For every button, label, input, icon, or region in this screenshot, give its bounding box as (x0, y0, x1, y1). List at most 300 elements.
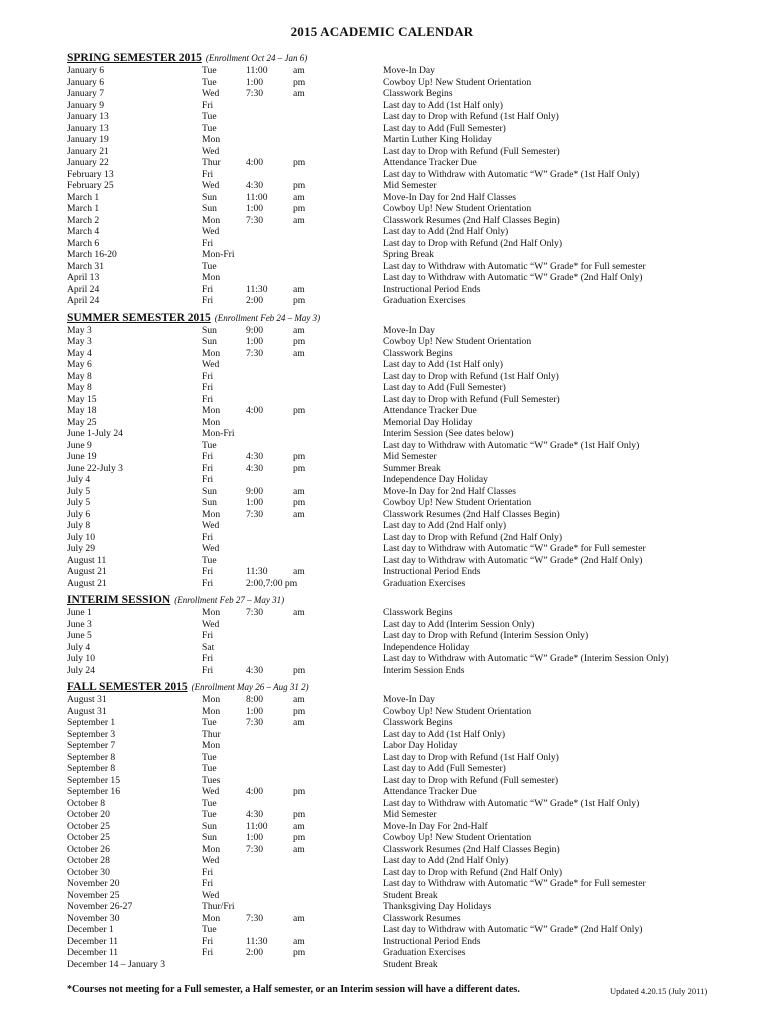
row-day: Mon (202, 347, 221, 359)
row-time: 7:30 (246, 717, 264, 728)
row-event: Last day to Add (1st Half only) (383, 99, 503, 111)
row-event: Mid Semester (383, 809, 437, 820)
row-ampm: pm (293, 336, 306, 347)
row-day: Fri (202, 531, 214, 543)
row-day: Wed (202, 359, 220, 370)
row-date: July 6 (67, 508, 91, 520)
row-day: Sun (202, 191, 217, 203)
row-event: Classwork Begins (383, 717, 453, 728)
row-date: June 1 (67, 607, 92, 618)
calendar-row (67, 924, 737, 936)
calendar-row (67, 463, 737, 475)
section-title: SUMMER SEMESTER 2015 (67, 311, 211, 324)
calendar-row (67, 192, 737, 204)
row-time: 7:30 (246, 508, 264, 520)
row-date: July 10 (67, 653, 95, 664)
calendar-row (67, 134, 737, 146)
row-event: Interim Session Ends (383, 664, 465, 676)
row-time: 4:00 (246, 786, 264, 797)
row-day: Tue (202, 439, 217, 451)
row-day: Tues (202, 774, 221, 786)
row-time: 4:30 (246, 451, 264, 462)
row-event: Cowboy Up! New Student Orientation (383, 203, 532, 214)
row-time: 4:30 (246, 462, 264, 474)
row-event: Last day to Drop with Refund (1st Half Only) (383, 370, 559, 382)
row-date: August 31 (67, 705, 107, 717)
row-event: Student Break (383, 889, 438, 901)
row-date: September 16 (67, 786, 121, 797)
row-event: Mid Semester (383, 180, 437, 191)
row-event: Last day to Add (Full Semester) (383, 382, 506, 393)
calendar-row (67, 284, 737, 296)
calendar-row (67, 878, 737, 890)
row-date: August 21 (67, 566, 107, 577)
calendar-row (67, 169, 737, 181)
row-ampm: am (293, 912, 305, 924)
row-day: Fri (202, 947, 214, 958)
calendar-section (67, 680, 737, 970)
row-event: Move-In Day for 2nd Half Classes (383, 485, 516, 497)
row-date: June 19 (67, 451, 97, 462)
calendar-row (67, 405, 737, 417)
row-date: September 1 (67, 717, 116, 728)
row-event: Last day to Drop with Refund (1st Half Only) (383, 751, 559, 763)
calendar-row (67, 532, 737, 544)
row-event: Martin Luther King Holiday (383, 134, 492, 145)
calendar-row (67, 348, 737, 360)
calendar-row (67, 555, 737, 567)
row-date: September 8 (67, 751, 116, 763)
row-date: July 10 (67, 531, 95, 543)
row-ampm: am (293, 820, 305, 832)
row-time: 1:00 (246, 705, 264, 717)
row-day: Sun (202, 832, 217, 843)
row-date: May 4 (67, 347, 92, 359)
calendar-section (67, 593, 737, 676)
section-enrollment: (Enrollment May 26 – Aug 31 2) (191, 682, 309, 692)
row-event: Last day to Add (Full Semester) (383, 763, 506, 774)
row-event: Thanksgiving Day Holidays (383, 901, 492, 912)
row-date: May 8 (67, 370, 92, 382)
calendar-row (67, 261, 737, 273)
section-header (67, 593, 737, 607)
row-date: September 3 (67, 728, 116, 740)
row-ampm: am (293, 508, 305, 520)
row-day: Mon (202, 740, 221, 751)
row-date: June 22-July 3 (67, 462, 123, 474)
row-date: June 3 (67, 618, 92, 630)
calendar-row (67, 936, 737, 948)
row-time: 7:30 (246, 607, 264, 618)
row-day: Fri (202, 878, 214, 889)
calendar-row (67, 157, 737, 169)
row-event: Cowboy Up! New Student Orientation (383, 497, 532, 508)
row-day: Mon (202, 912, 221, 924)
row-time: 11:00 (246, 820, 268, 832)
calendar-row (67, 959, 737, 971)
row-event: Move-In Day for 2nd Half Classes (383, 191, 516, 203)
row-day: Fri (202, 462, 214, 474)
row-event: Mid Semester (383, 451, 437, 462)
row-event: Last day to Drop with Refund (Full semester) (383, 774, 559, 786)
row-ampm: am (293, 347, 305, 359)
row-event: Last day to Add (Full Semester) (383, 122, 506, 134)
row-time: 11:00 (246, 65, 268, 76)
calendar-row (67, 566, 737, 578)
row-day: Mon (202, 405, 221, 416)
row-time: 4:00 (246, 405, 264, 416)
calendar-row (67, 203, 737, 215)
calendar-row (67, 111, 737, 123)
row-day: Mon (202, 508, 221, 520)
row-day: Fri (202, 474, 214, 485)
row-time: 1:00 (246, 76, 264, 88)
row-time: 1:00 (246, 832, 264, 843)
row-event: Cowboy Up! New Student Orientation (383, 705, 532, 717)
calendar-document (67, 24, 737, 974)
calendar-row (67, 359, 737, 371)
row-time: 7:30 (246, 214, 264, 226)
row-day: Fri (202, 99, 214, 111)
row-event: Cowboy Up! New Student Orientation (383, 336, 532, 347)
row-date: November 26-27 (67, 901, 133, 912)
row-ampm: pm (293, 832, 306, 843)
row-day: Sun (202, 497, 217, 508)
section-header (67, 51, 737, 65)
row-day: Tue (202, 76, 217, 88)
calendar-row (67, 146, 737, 158)
calendar-row (67, 821, 737, 833)
row-day: Fri (202, 577, 214, 589)
row-ampm: pm (293, 497, 306, 508)
calendar-row (67, 740, 737, 752)
row-event: Classwork Resumes (383, 912, 461, 924)
row-time: 1:00 (246, 203, 264, 214)
row-date: March 4 (67, 226, 100, 237)
row-ampm: am (293, 485, 305, 497)
row-day: Fri (202, 393, 214, 405)
row-date: May 8 (67, 382, 92, 393)
row-ampm: pm (293, 405, 306, 416)
row-date: May 3 (67, 324, 92, 336)
row-event: Last day to Withdraw with Automatic “W” Grade* for Full semester (383, 878, 646, 889)
row-day: Tue (202, 924, 217, 935)
row-day: Fri (202, 295, 214, 306)
row-time: 9:00 (246, 324, 264, 336)
calendar-sections (67, 51, 737, 970)
row-day: Wed (202, 543, 220, 554)
row-day: Wed (202, 180, 220, 191)
row-event: Last day to Add (2nd Half Only) (383, 855, 509, 866)
row-date: May 3 (67, 336, 92, 347)
row-time: 9:00 (246, 485, 264, 497)
row-ampm: am (293, 935, 305, 947)
row-event: Last day to Add (2nd Half Only) (383, 226, 509, 237)
row-event: Move-In Day For 2nd-Half (383, 820, 488, 832)
row-event: Cowboy Up! New Student Orientation (383, 76, 532, 88)
calendar-row (67, 855, 737, 867)
row-time: 2:00,7:00 pm (246, 577, 298, 589)
calendar-section (67, 51, 737, 307)
row-ampm: pm (293, 664, 306, 676)
row-event: Last day to Withdraw with Automatic “W” Grade* (2nd Half Only) (383, 554, 643, 566)
row-ampm: pm (293, 786, 306, 797)
row-date: October 20 (67, 809, 110, 820)
row-day: Tue (202, 111, 217, 122)
row-date: January 13 (67, 111, 109, 122)
row-date: January 13 (67, 122, 109, 134)
row-time: 8:00 (246, 694, 264, 705)
row-event: Last day to Add (Interim Session Only) (383, 618, 535, 630)
row-day: Wed (202, 88, 220, 99)
calendar-row (67, 428, 737, 440)
row-event: Classwork Begins (383, 347, 453, 359)
calendar-row (67, 913, 737, 925)
row-event: Last day to Drop with Refund (2nd Half Only) (383, 531, 563, 543)
row-ampm: pm (293, 203, 306, 214)
calendar-row (67, 619, 737, 631)
row-date: December 14 – January 3 (67, 958, 166, 970)
row-event: Last day to Drop with Refund (2nd Half Only) (383, 237, 563, 249)
row-date: January 22 (67, 157, 109, 168)
row-ampm: am (293, 694, 305, 705)
row-time: 1:00 (246, 497, 264, 508)
row-date: July 4 (67, 641, 91, 653)
row-event: Last day to Withdraw with Automatic “W” Grade* (Interim Session Only) (383, 653, 669, 664)
row-event: Summer Break (383, 462, 441, 474)
row-time: 7:30 (246, 347, 264, 359)
calendar-row (67, 474, 737, 486)
row-event: Instructional Period Ends (383, 935, 481, 947)
calendar-row (67, 665, 737, 677)
row-time: 11:30 (246, 283, 268, 295)
row-date: August 11 (67, 554, 107, 566)
row-event: Interim Session (See dates below) (383, 428, 514, 439)
calendar-row (67, 382, 737, 394)
row-date: January 19 (67, 134, 109, 145)
row-day: Fri (202, 370, 214, 382)
calendar-row (67, 215, 737, 227)
row-event: Last day to Drop with Refund (2nd Half Only) (383, 866, 563, 878)
row-event: Move-In Day (383, 65, 435, 76)
row-day: Wed (202, 618, 220, 630)
row-date: April 13 (67, 272, 100, 283)
row-date: October 30 (67, 866, 110, 878)
row-time: 4:30 (246, 180, 264, 191)
row-ampm: am (293, 88, 305, 99)
page-title: 2015 ACADEMIC CALENDAR (290, 24, 474, 39)
row-event: Move-In Day (383, 694, 435, 705)
row-ampm: pm (293, 180, 306, 191)
footnote: *Courses not meeting for a Full semester, a Half semester, or an Interim session will have a different dates. (67, 984, 520, 995)
row-day: Mon (202, 134, 221, 145)
row-ampm: pm (293, 462, 306, 474)
row-event: Attendance Tracker Due (383, 157, 477, 168)
calendar-row (67, 371, 737, 383)
page-footer (67, 984, 737, 998)
row-date: May 15 (67, 393, 97, 405)
section-title: INTERIM SESSION (67, 594, 171, 606)
row-date: March 2 (67, 214, 100, 226)
row-day: Wed (202, 520, 220, 531)
row-day: Fri (202, 451, 214, 462)
row-event: Spring Break (383, 249, 434, 260)
row-date: June 5 (67, 630, 92, 641)
calendar-row (67, 520, 737, 532)
row-event: Independence Day Holiday (383, 474, 488, 485)
row-ampm: pm (293, 451, 306, 462)
calendar-row (67, 440, 737, 452)
row-event: Cowboy Up! New Student Orientation (383, 832, 532, 843)
row-day: Sun (202, 820, 217, 832)
row-day: Fri (202, 566, 214, 577)
row-date: October 25 (67, 832, 110, 843)
row-event: Classwork Resumes (2nd Half Classes Begin) (383, 843, 560, 855)
row-day: Fri (202, 630, 214, 641)
row-date: September 8 (67, 763, 116, 774)
row-day: Fri (202, 237, 214, 249)
row-day: Tue (202, 809, 217, 820)
row-day: Thur (202, 157, 221, 168)
calendar-row (67, 336, 737, 348)
section-enrollment: (Enrollment Feb 27 – May 31) (174, 595, 285, 605)
updated-note: Updated 4.20.15 (July 2011) (610, 986, 708, 996)
row-date: February 25 (67, 180, 114, 191)
row-event: Last day to Add (1st Half only) (383, 359, 503, 370)
row-date: January 6 (67, 76, 105, 88)
calendar-row (67, 394, 737, 406)
section-enrollment: (Enrollment Feb 24 – May 3) (214, 312, 321, 323)
row-day: Tue (202, 122, 217, 134)
calendar-row (67, 809, 737, 821)
row-day: Fri (202, 382, 214, 393)
row-event: Last day to Withdraw with Automatic “W” Grade* for Full semester (383, 260, 646, 272)
row-ampm: pm (293, 705, 306, 717)
section-header (67, 680, 737, 694)
calendar-row (67, 607, 737, 619)
row-event: Student Break (383, 958, 438, 970)
calendar-row (67, 867, 737, 879)
row-day: Wed (202, 226, 220, 237)
row-date: March 1 (67, 191, 100, 203)
row-day: Tue (202, 751, 217, 763)
row-event: Instructional Period Ends (383, 283, 481, 295)
row-event: Last day to Withdraw with Automatic “W” Grade* (1st Half Only) (383, 168, 640, 180)
row-date: May 25 (67, 416, 97, 428)
calendar-row (67, 295, 737, 307)
row-event: Labor Day Holiday (383, 740, 458, 751)
row-time: 4:00 (246, 157, 264, 168)
row-event: Last day to Withdraw with Automatic “W” Grade* (1st Half Only) (383, 797, 640, 809)
row-time: 11:30 (246, 935, 268, 947)
row-day: Fri (202, 283, 214, 295)
row-day: Wed (202, 855, 220, 866)
row-date: November 25 (67, 889, 120, 901)
calendar-row (67, 798, 737, 810)
row-date: July 24 (67, 664, 95, 676)
row-time: 11:30 (246, 566, 268, 577)
calendar-row (67, 180, 737, 192)
row-event: Graduation Exercises (383, 947, 466, 958)
row-date: July 29 (67, 543, 95, 554)
row-day: Thur (202, 728, 221, 740)
row-date: July 4 (67, 474, 91, 485)
row-ampm: am (293, 607, 305, 618)
row-time: 2:00 (246, 947, 264, 958)
row-ampm: am (293, 191, 305, 203)
row-day: Tue (202, 65, 217, 76)
row-event: Last day to Withdraw with Automatic “W” Grade* (1st Half Only) (383, 439, 640, 451)
row-day: Tue (202, 763, 217, 774)
row-day: Fri (202, 664, 214, 676)
calendar-row (67, 890, 737, 902)
row-time: 11:00 (246, 191, 268, 203)
row-day: Tue (202, 260, 217, 272)
row-date: August 21 (67, 577, 107, 589)
calendar-row (67, 901, 737, 913)
calendar-row (67, 77, 737, 89)
row-event: Last day to Add (1st Half Only) (383, 728, 506, 740)
row-event: Last day to Withdraw with Automatic “W” Grade* (2nd Half Only) (383, 272, 643, 283)
row-ampm: am (293, 566, 305, 577)
row-day: Mon (202, 416, 221, 428)
row-ampm: pm (293, 947, 306, 958)
row-day: Mon (202, 272, 221, 283)
row-time: 7:30 (246, 843, 264, 855)
calendar-row (67, 497, 737, 509)
row-date: May 18 (67, 405, 97, 416)
row-time: 4:30 (246, 664, 264, 676)
row-event: Memorial Day Holiday (383, 416, 473, 428)
calendar-row (67, 272, 737, 284)
section-title: SPRING SEMESTER 2015 (67, 52, 202, 64)
row-event: Attendance Tracker Due (383, 405, 477, 416)
row-date: January 6 (67, 65, 105, 76)
calendar-row (67, 88, 737, 100)
row-time: 7:30 (246, 912, 264, 924)
calendar-row (67, 832, 737, 844)
row-ampm: am (293, 214, 305, 226)
row-time: 2:00 (246, 295, 264, 306)
row-date: January 7 (67, 88, 105, 99)
row-date: August 31 (67, 694, 107, 705)
row-event: Attendance Tracker Due (383, 786, 477, 797)
row-ampm: pm (293, 809, 306, 820)
row-date: July 5 (67, 485, 91, 497)
row-date: October 8 (67, 797, 106, 809)
calendar-row (67, 763, 737, 775)
row-day: Wed (202, 786, 220, 797)
row-event: Last day to Withdraw with Automatic “W” Grade* for Full semester (383, 543, 646, 554)
calendar-row (67, 642, 737, 654)
row-day: Wed (202, 145, 220, 157)
row-date: October 25 (67, 820, 110, 832)
calendar-row (67, 844, 737, 856)
calendar-row (67, 451, 737, 463)
row-event: Graduation Exercises (383, 295, 466, 306)
row-day: Thur/Fri (202, 901, 235, 912)
row-date: April 24 (67, 283, 100, 295)
calendar-row (67, 786, 737, 798)
row-event: Classwork Resumes (2nd Half Classes Begin) (383, 508, 560, 520)
row-date: November 20 (67, 878, 120, 889)
row-day: Tue (202, 554, 217, 566)
row-date: July 5 (67, 497, 91, 508)
row-day: Fri (202, 935, 214, 947)
row-date: October 26 (67, 843, 110, 855)
row-event: Classwork Begins (383, 607, 453, 618)
row-day: Sun (202, 485, 217, 497)
